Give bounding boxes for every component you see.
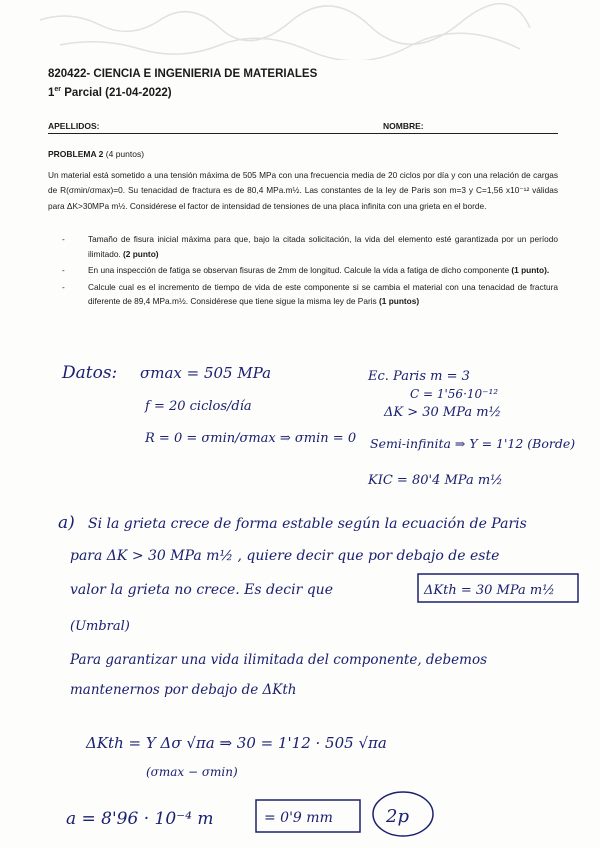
given-frequency: f = 20 ciclos/día xyxy=(145,399,252,414)
score-mark: 2p xyxy=(386,806,409,827)
answer-line: Para garantizar una vida ilimitada del componente, debemos xyxy=(70,652,488,668)
course-title: 820422- CIENCIA E INGENIERIA DE MATERIALES xyxy=(48,68,318,80)
problem-statement: Un material está sometido a una tensión máxima de 505 MPa con una frecuencia media de 20 ciclos por día y con una relación de cargas de R(σmin/σmax)=0. Su tenacidad de fractura es de 80,4 MPa.m½. Las constantes de la ley de Paris son m=3 y C=1,56 x10⁻¹² válidas para ΔK>30MPa m½. Considérese el factor de intensidad de tensiones de una placa infinita con una grieta en el borde. xyxy=(48,170,558,211)
answer-line: Si la grieta crece de forma estable según la ecuación de Paris xyxy=(88,516,527,532)
exam-date: 1er Parcial (21-04-2022) xyxy=(48,86,172,99)
given-r-ratio: R = 0 = σmin/σmax ⇒ σmin = 0 xyxy=(145,431,357,446)
delta-k-threshold: ΔK > 30 MPa m½ xyxy=(384,405,502,420)
datos-label: Datos: xyxy=(62,363,118,383)
task-item: - Tamaño de fisura inicial máxima para que, bajo la citada solicitación, la vida del elemento esté garantizada por un período ilimitado. (2 punto) xyxy=(62,234,558,259)
result-line: a = 8'96 · 10⁻⁴ m xyxy=(66,809,214,829)
geometry-factor: Semi-infinita ⇒ Y = 1'12 (Borde) xyxy=(370,436,576,451)
equation-line: ΔKth = Y Δσ √πa ⇒ 30 = 1'12 · 505 √πa xyxy=(86,734,387,752)
paris-constant: C = 1'56·10⁻¹² xyxy=(410,387,499,401)
paris-equation: Ec. Paris m = 3 xyxy=(368,369,470,384)
part-a-label: a) xyxy=(58,513,75,533)
problem-heading: PROBLEMA 2 (4 puntos) xyxy=(48,149,145,159)
apellidos-label: APELLIDOS: xyxy=(48,121,100,131)
nombre-label: NOMBRE: xyxy=(383,121,424,131)
threshold-value: ΔKth = 30 MPa m½ xyxy=(424,583,555,598)
result-value: = 0'9 mm xyxy=(264,810,333,826)
answer-line: mantenernos por debajo de ΔKth xyxy=(70,682,297,698)
equation-subnote: (σmax − σmin) xyxy=(146,765,238,779)
fracture-toughness: KIC = 80'4 MPa m½ xyxy=(368,473,503,488)
answer-line: para ΔK > 30 MPa m½ , quiere decir que por debajo de este xyxy=(70,548,500,564)
answer-line: (Umbral) xyxy=(70,619,130,634)
answer-line: valor la grieta no crece. Es decir que xyxy=(70,582,333,598)
task-item: - En una inspección de fatiga se observan fisuras de 2mm de longitud. Calcule la vida a fatiga de dicho componente (1 punto). xyxy=(62,265,550,275)
task-item: - Calcule cual es el incremento de tiempo de vida de este componente si se cambia el material con una tenacidad de fractura diferente de 89,4 MPa.m½. Considérese que tiene sigue la misma ley de Paris (1 puntos) xyxy=(62,281,558,306)
given-smax: σmax = 505 MPa xyxy=(140,364,272,382)
